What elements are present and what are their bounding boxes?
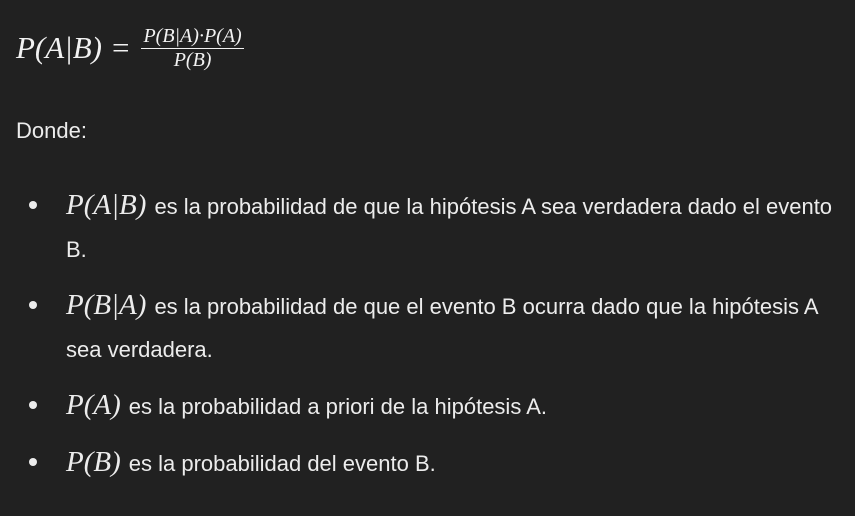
item-term: P(B) xyxy=(66,446,121,478)
bullet-icon xyxy=(29,301,37,309)
formula-denominator: P(B) xyxy=(173,49,212,71)
list-item xyxy=(0,384,855,428)
definitions-list xyxy=(0,184,855,498)
item-term: P(A|B) xyxy=(66,189,147,221)
formula-lhs: P(A|B) xyxy=(16,30,102,65)
bullet-icon xyxy=(29,201,37,209)
item-term: P(B|A) xyxy=(66,289,147,321)
formula-equals: = xyxy=(111,30,130,65)
list-item xyxy=(0,441,855,485)
formula-fraction xyxy=(141,26,243,70)
item-text: es la probabilidad a priori de la hipótesis A. xyxy=(128,394,548,419)
list-item xyxy=(0,184,855,271)
bayes-formula xyxy=(16,26,244,70)
bullet-icon xyxy=(29,401,37,409)
formula-numerator: P(B|A)·P(A) xyxy=(143,25,242,47)
list-item xyxy=(0,284,855,371)
intro-text: Donde: xyxy=(16,118,87,143)
item-text: es la probabilidad de que la hipótesis A sea verdadera dado el evento B. xyxy=(66,194,833,262)
item-text: es la probabilidad de que el evento B ocurra dado que la hipótesis A sea verdadera. xyxy=(66,294,818,362)
bullet-icon xyxy=(29,458,37,466)
item-term: P(A) xyxy=(66,389,121,421)
item-text: es la probabilidad del evento B. xyxy=(128,451,436,476)
